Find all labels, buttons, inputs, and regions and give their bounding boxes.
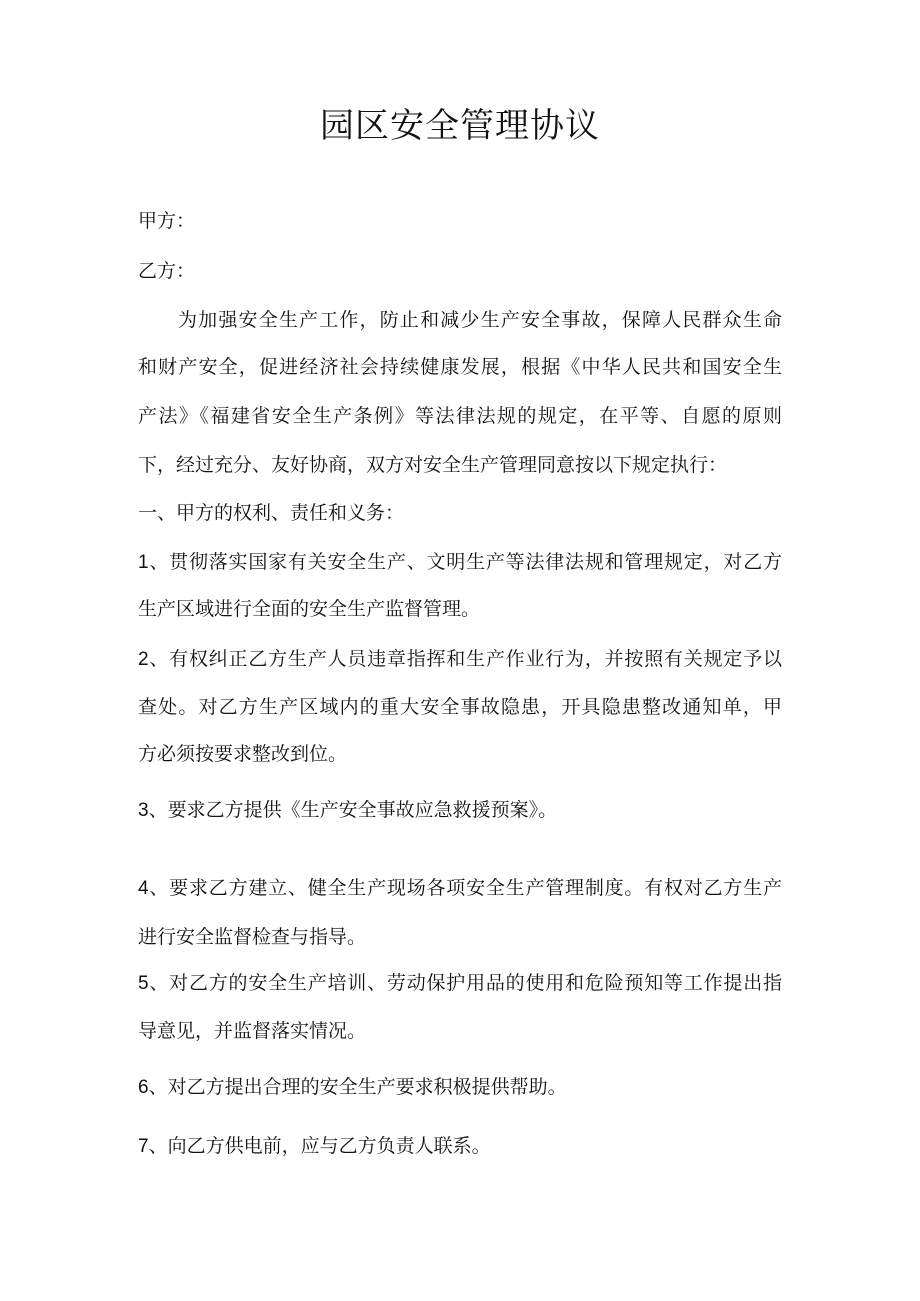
item-4-line-1: 4、要求乙方建立、健全生产现场各项安全生产管理制度。有权对乙方生产 <box>138 877 782 899</box>
item-1-line-1: 1、贯彻落实国家有关安全生产、文明生产等法律法规和管理规定，对乙方 <box>138 551 782 573</box>
item-7-line-1: 7、向乙方供电前，应与乙方负责人联系。 <box>138 1135 491 1157</box>
item-2-line-2: 查处。对乙方生产区域内的重大安全事故隐患，开具隐患整改通知单，甲 <box>138 696 782 718</box>
party-b-label: 乙方： <box>138 260 196 282</box>
item-2-line-1: 2、有权纠正乙方生产人员违章指挥和生产作业行为，并按照有关规定予以 <box>138 648 782 670</box>
party-a-label: 甲方： <box>138 210 196 232</box>
document-title: 园区安全管理协议 <box>320 106 600 146</box>
section-1-heading: 一、甲方的权利、责任和义务： <box>138 502 405 524</box>
item-3-line-1: 3、要求乙方提供《生产安全事故应急救援预案》。 <box>138 799 558 821</box>
intro-line-1: 为加强安全生产工作，防止和减少生产安全事故，保障人民群众生命 <box>178 309 782 331</box>
item-2-number: 2 <box>138 649 149 670</box>
intro-line-4: 下，经过充分、友好协商，双方对安全生产管理同意按以下规定执行： <box>138 454 728 476</box>
item-5-line-1: 5、对乙方的安全生产培训、劳动保护用品的使用和危险预知等工作提出指 <box>138 972 782 994</box>
item-6-line-1: 6、对乙方提出合理的安全生产要求积极提供帮助。 <box>138 1076 567 1098</box>
item-1-number: 1 <box>138 552 149 573</box>
item-2-line-3: 方必须按要求整改到位。 <box>138 743 348 765</box>
item-1-line-2: 生产区域进行全面的安全生产监督管理。 <box>138 598 481 620</box>
item-5-number: 5 <box>138 973 149 994</box>
intro-line-2: 和财产安全，促进经济社会持续健康发展，根据《中华人民共和国安全生 <box>138 356 782 378</box>
intro-line-3: 产法》《福建省安全生产条例》等法律法规的规定，在平等、自愿的原则 <box>138 405 782 427</box>
item-7-number: 7 <box>138 1136 149 1157</box>
item-3-number: 3 <box>138 800 149 821</box>
item-4-line-2: 进行安全监督检查与指导。 <box>138 926 367 948</box>
item-6-number: 6 <box>138 1077 149 1098</box>
item-5-line-2: 导意见，并监督落实情况。 <box>138 1020 367 1042</box>
item-4-number: 4 <box>138 878 149 899</box>
